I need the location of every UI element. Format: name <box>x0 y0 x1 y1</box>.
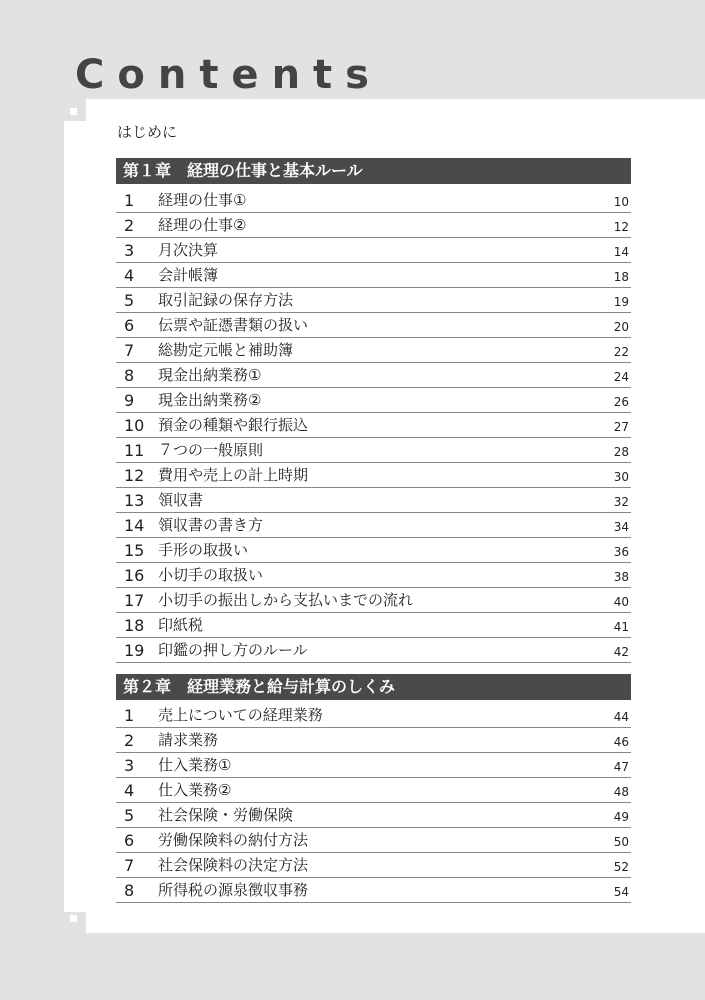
item-number: 1 <box>124 191 135 210</box>
item-page: 42 <box>613 645 629 659</box>
item-page: 44 <box>613 710 629 724</box>
toc-row[interactable] <box>116 588 631 613</box>
item-page: 49 <box>613 810 629 824</box>
item-page: 36 <box>613 545 629 559</box>
item-page: 38 <box>613 570 629 584</box>
item-page: 34 <box>613 520 629 534</box>
item-label: 現金出納業務② <box>158 391 262 409</box>
item-label: 小切手の取扱い <box>158 566 264 584</box>
item-label: 手形の取扱い <box>158 541 249 559</box>
item-page: 26 <box>613 395 629 409</box>
item-label: 会計帳簿 <box>158 266 219 284</box>
item-label: 領収書の書き方 <box>158 516 264 534</box>
chapter-1-header[interactable]: 第１章 経理の仕事と基本ルール <box>116 158 631 184</box>
toc-row[interactable] <box>116 613 631 638</box>
item-number: 2 <box>124 731 135 750</box>
item-number: 18 <box>124 616 145 635</box>
item-label: 領収書 <box>158 491 204 509</box>
item-page: 28 <box>613 445 629 459</box>
item-page: 20 <box>613 320 629 334</box>
item-number: 8 <box>124 366 135 385</box>
toc-row[interactable] <box>116 263 631 288</box>
item-number: 6 <box>124 831 135 850</box>
toc-row[interactable] <box>116 638 631 663</box>
corner-square-bottom <box>70 915 77 922</box>
item-number: 11 <box>124 441 145 460</box>
item-label: 月次決算 <box>158 241 219 259</box>
toc-row[interactable] <box>116 213 631 238</box>
toc-row[interactable] <box>116 538 631 563</box>
item-number: 16 <box>124 566 145 585</box>
item-label: 印鑑の押し方のルール <box>158 641 308 659</box>
item-label: 社会保険料の決定方法 <box>158 856 309 874</box>
item-number: 14 <box>124 516 145 535</box>
item-label: 現金出納業務① <box>158 366 262 384</box>
toc-row[interactable] <box>116 313 631 338</box>
item-page: 18 <box>613 270 629 284</box>
item-number: 1 <box>124 706 135 725</box>
toc-row[interactable] <box>116 753 631 778</box>
item-number: 13 <box>124 491 145 510</box>
item-number: 9 <box>124 391 135 410</box>
item-number: 5 <box>124 806 135 825</box>
item-label: 経理の仕事② <box>158 216 247 234</box>
item-page: 30 <box>613 470 629 484</box>
toc-row[interactable] <box>116 438 631 463</box>
item-page: 52 <box>613 860 629 874</box>
item-number: 19 <box>124 641 145 660</box>
item-page: 47 <box>613 760 629 774</box>
corner-square-top <box>70 108 77 115</box>
item-number: 4 <box>124 781 135 800</box>
toc-row[interactable] <box>116 778 631 803</box>
item-label: 売上についての経理業務 <box>158 706 323 724</box>
item-page: 46 <box>613 735 629 749</box>
toc-row[interactable] <box>116 703 631 728</box>
toc-row[interactable] <box>116 188 631 213</box>
item-number: 7 <box>124 341 135 360</box>
toc-row[interactable] <box>116 853 631 878</box>
item-label: 労働保険料の納付方法 <box>158 831 309 849</box>
chapter-2-header[interactable]: 第２章 経理業務と給与計算のしくみ <box>116 674 631 700</box>
toc-row[interactable] <box>116 803 631 828</box>
item-page: 14 <box>613 245 629 259</box>
toc-row[interactable] <box>116 413 631 438</box>
item-page: 10 <box>613 195 629 209</box>
item-number: 12 <box>124 466 145 485</box>
item-label: ７つの一般原則 <box>158 441 264 459</box>
item-label: 小切手の振出しから支払いまでの流れ <box>158 591 414 609</box>
item-label: 社会保険・労働保険 <box>158 806 294 824</box>
item-number: 3 <box>124 241 135 260</box>
intro-link[interactable]: はじめに <box>117 123 178 141</box>
toc-row[interactable] <box>116 363 631 388</box>
item-label: 経理の仕事① <box>158 191 247 209</box>
item-number: 2 <box>124 216 135 235</box>
toc-row[interactable] <box>116 563 631 588</box>
toc-row[interactable] <box>116 463 631 488</box>
item-page: 41 <box>613 620 629 634</box>
item-number: 5 <box>124 291 135 310</box>
item-number: 10 <box>124 416 145 435</box>
item-page: 27 <box>613 420 629 434</box>
item-page: 40 <box>613 595 629 609</box>
item-label: 仕入業務① <box>158 756 232 774</box>
item-label: 預金の種類や銀行振込 <box>158 416 309 434</box>
toc-row[interactable] <box>116 828 631 853</box>
item-page: 24 <box>613 370 629 384</box>
page-title: Contents <box>75 52 382 98</box>
item-number: 8 <box>124 881 135 900</box>
item-label: 仕入業務② <box>158 781 232 799</box>
item-label: 印紙税 <box>158 616 204 634</box>
item-page: 22 <box>613 345 629 359</box>
item-number: 6 <box>124 316 135 335</box>
item-label: 伝票や証憑書類の扱い <box>158 316 309 334</box>
item-page: 32 <box>613 495 629 509</box>
item-label: 総勘定元帳と補助簿 <box>158 341 294 359</box>
item-number: 17 <box>124 591 145 610</box>
toc-row[interactable] <box>116 488 631 513</box>
item-number: 15 <box>124 541 145 560</box>
toc-row[interactable] <box>116 388 631 413</box>
item-page: 48 <box>613 785 629 799</box>
item-page: 19 <box>613 295 629 309</box>
toc-row[interactable] <box>116 513 631 538</box>
item-label: 所得税の源泉徴収事務 <box>158 881 309 899</box>
item-number: 7 <box>124 856 135 875</box>
toc-row[interactable] <box>116 238 631 263</box>
toc-row[interactable] <box>116 288 631 313</box>
item-number: 4 <box>124 266 135 285</box>
item-label: 費用や売上の計上時期 <box>158 466 309 484</box>
item-page: 12 <box>613 220 629 234</box>
item-page: 50 <box>613 835 629 849</box>
toc-row[interactable] <box>116 338 631 363</box>
toc-row[interactable] <box>116 728 631 753</box>
item-number: 3 <box>124 756 135 775</box>
item-label: 請求業務 <box>158 731 219 749</box>
item-page: 54 <box>613 885 629 899</box>
item-label: 取引記録の保存方法 <box>158 291 294 309</box>
toc-row[interactable] <box>116 878 631 903</box>
